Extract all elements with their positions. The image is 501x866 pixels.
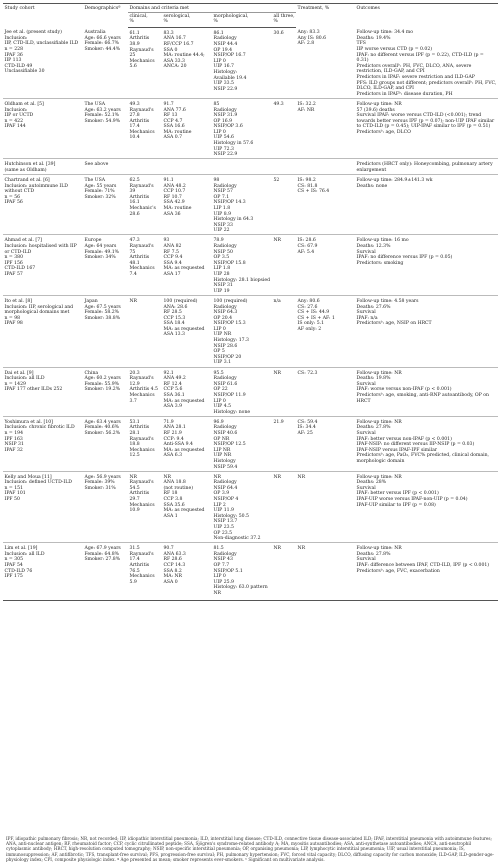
cell-morphological: 85 Radiology NSIP 31.9 OP 16.9 NSIP/OP 3.6 LIP 0 UIP 54.6 Histology in 57.6 UIP 72.3 NSIP 22.9: [212, 98, 272, 158]
cell-serological: 91.7 ANA 77.6 RF 13 CCP 4.7 SSA 16.6 MA: routine ASA 0.7: [162, 98, 212, 158]
table-body: [3, 27, 498, 600]
cell-study-cohort: Kelly and Moua [11] Inclusion: defined UCTD-ILD n = 151 IPAF 101 IPF 50: [3, 471, 83, 543]
cell-serological: [162, 159, 212, 175]
cell-clinical: NR Raynaud's 54.5 Arthritis 29.7 Mechanics 10.9: [128, 471, 162, 543]
cell-morphological: NR Radiology NSIP 64.4 OP 3.9 NSIP/OP 4 LIP 2 UIP 11.9 Histology: 50.5 NSIP 13.7 UIP 23.5 OP 23.5 Non-diagnostic 37.2: [212, 471, 272, 543]
header-domains: Domains and criteria met: [128, 4, 296, 13]
cell-all-three: NR: [272, 367, 296, 416]
header-outcomes: Outcomes: [355, 4, 498, 28]
table-row: [3, 27, 498, 98]
cell-outcomes: Follow-up time: NR Deaths: 27.8% Survival IPAF: difference between IPAF, CTD-ILD, IPF (p < 0.001) Predictorsᵇ: age, FVC, exacerbation: [355, 543, 498, 600]
cell-demographics: The USA Age: 63.2 years Female: 52.1% Smoker: 54.9%: [83, 98, 128, 158]
cell-study-cohort: Dai et al. [9] Inclusion: all ILD n = 1429 IPAF 177 other ILDs 252: [3, 367, 83, 416]
cell-treatment: IS: 98.2 CS: 81.8 CS + IS: 76.4: [296, 175, 355, 235]
header-treatment: Treatment, %: [296, 4, 355, 28]
cell-treatment: Any: 83.3 Any IS: 80.6 AF: 2.8: [297, 30, 327, 47]
cell-outcomes: Follow-up time: NR 57 (39.6) deaths Survival IPAF: worse versus CTD-ILD (<0.001); trend towards better versus IPF (p = 0.07); non-UIP IPAF similar to CTD-ILD (p = 0.45); UIP-IPAF similar to IPF (p = 0.51) Predictorsᵇ: age, DLCO: [355, 98, 498, 158]
header-all-three: all three, %: [272, 13, 296, 28]
cell-outcomes: Predictors (HRCT only): Honeycombing, pulmonary artery enlargement: [355, 159, 498, 175]
cell-serological: 83.3 ANA 16.7 RF/CCP 16.7 SSA 0 MA: routine 44.4; ASA 33.3 ANCA: 20: [163, 30, 205, 70]
cell-outcomes: Follow-up time: NR Deaths: 28% Survival IPAF: better versus IPF (p < 0.001) IPAF-UIP worse versus IPAF-non-UIP (p = 0.04) IPAF-UIP similar to IPF (p = 0.08): [355, 471, 498, 543]
cell-morphological: 98 Radiology NSIP 57 OP 7.1 NSIP/OP 14.3 LIP 1.8 UIP 8.9 Histology in 64.3 NSIP 33 UIP 22: [212, 175, 272, 235]
cell-serological: 100 (required) ANA: 28.6 RF 28.5 CCP 15.3 SSA 18.4 MA: as requested ASA 13.3: [162, 295, 212, 367]
table-row: [3, 543, 498, 600]
cell-all-three: NR: [272, 235, 296, 295]
cell-treatment: CS: 59.4 IS: 34.4 AF: 25: [296, 416, 355, 471]
cell-morphological: 81.5 Radiology NSIP 43 OP 7.7 NSIP/OP 5.1 LIP 0 UIP 25.9 Histology: 63.0 pattern NR: [212, 543, 272, 600]
cell-study-cohort: Oldham et al. [5] Inclusion: IIP or UCTD n = 422 IPAF 144: [3, 98, 83, 158]
cell-demographics: See above: [83, 159, 128, 175]
cell-serological: 93 ANA 82 RF 7.5 CCP 9.4 SSA 9.4 MA: as requested ASA 17: [162, 235, 212, 295]
cell-serological: 92.1 ANA 49.2 RF 12.4 CCP 5.6 SSA 36.1 MA: as requested ASA 3.9: [162, 367, 212, 416]
cell-demographics: Age: 67.9 years Female: 64.8% Smoker: 27.8%: [83, 543, 128, 600]
cell-study-cohort: Ito et al. [8] Inclusion: IIP, serological and morphological domains met n = 98 IPAF 98: [3, 295, 83, 367]
cell-study-cohort: Jee et al. (present study) Inclusion: IIP, CTD-ILD, unclassifiable ILD n = 228 IPAF 36 IIP 113 CTD-ILD 49 Unclassifiable 30: [4, 30, 79, 75]
table-row: [3, 159, 498, 175]
cell-clinical: 61.1 Arthritis 38.9 Raynaud's 25 Mechanics 5.6: [129, 30, 155, 70]
cell-clinical: 62.5 Raynaud's 39 Arthritis 16.1 Mechanic's 28.6: [128, 175, 162, 235]
cell-all-three: NR: [272, 471, 296, 543]
cell-study-cohort: Ahmad et al. [7] Inclusion: hospitalised with IIP or CTD-ILD n = 380 IPF 156 CTD-ILD 167 IPAF 57: [3, 235, 83, 295]
cell-study-cohort: Lim et al. [19] Inclusion: all ILD n = 305 IPAF 54 CTD-ILD 76 IPF 175: [3, 543, 83, 600]
table-row: [3, 175, 498, 235]
cell-serological: 91.1 ANA 48.2 CCP 10.7 RF 10.7 SSA 42.9 MA: routine ASA 36: [162, 175, 212, 235]
cell-treatment: CS: 72.3: [296, 367, 355, 416]
header-clinical: clinical, %: [128, 13, 162, 28]
cell-clinical: 31.5 Raynaud's 17.4 Arthritis 76.5 Mechanics 5.9: [128, 543, 162, 600]
cell-demographics: The USA Age: 55 years Female: 71% Smoker: 32%: [83, 175, 128, 235]
cell-demographics: Age: 56.9 years Female: 39% Smoker: 31%: [83, 471, 128, 543]
table-header: [3, 4, 498, 28]
cell-all-three: 49.3: [272, 98, 296, 158]
cell-treatment: Any: 80.6 CS: 27.6 CS + IS: 44.9 CS + IS + AF: 1 IS only: 5.1 AF only: 2: [296, 295, 355, 367]
cell-clinical: 49.3 Raynaud's 27.8 Arthritis 17.4 Mechanics 10.4: [128, 98, 162, 158]
cell-serological: 90.7 ANA 63.3 RF 28.6 CCP 14.3 SSA 8.2 MA: NR ASA 0: [162, 543, 212, 600]
cell-clinical: 53.1 Arthritis 28.1 Raynaud's 18.8 Mechanics 12.5: [128, 416, 162, 471]
cell-treatment: NR: [296, 543, 355, 600]
cell-treatment: IS: 28.6 CS: 67.9 AF: 5.4: [296, 235, 355, 295]
cell-morphological: 78.9 Radiology NSIP 50 OP 3.5 NSIP/OP 15.8 LIP 1.8 UIP 28 Histology: 28.1 biopsied NSIP 31 UIP 19: [212, 235, 272, 295]
cell-serological: NR ANA 18.8 (not routine) RF 18 CCP 3.8 SSA 35.6 MA: as requested ASA 1: [162, 471, 212, 543]
cell-all-three: 52: [272, 175, 296, 235]
cell-morphological: 100 (required) Radiology NSIP 64.3 OP 20.4 NSIP/OP 15.3 LIP 0 UIP NR Histology: 17.3 NSIP 28.6 OP 5 NSIP/OP 20 UIP 3.1: [212, 295, 272, 367]
header-demographics: Demographicsª: [83, 4, 128, 28]
table-row: [3, 367, 498, 416]
cell-clinical: [128, 159, 162, 175]
cell-outcomes: Follow-up time: 284.9±141.3 wk Deaths: none: [355, 175, 498, 235]
cell-outcomes: Follow-up time: 4.58 years Deaths: 27.6% Survival IPAF: n/a Predictorsᵇ: age, NSIP on HRCT: [355, 295, 498, 367]
cell-treatment: IS: 32.2 AF: NR: [296, 98, 355, 158]
cell-morphological: 86.1 Radiology NSIP 44.4 OP 19.4 NSIP/OP 16.7 LIP 0 UIP 16.7 Histology: Available 19.4 UIP 33.5 NSIP 22.9: [213, 30, 247, 92]
cell-study-cohort: Chartrand et al. [6] Inclusion: autoimmune ILD without CTD n = 56 IPAF 56: [3, 175, 83, 235]
cell-morphological: 96.9 Radiology NSIP 40.6 OP NR NSIP/OP 12.5 LIP NR UIP NR Histology NSIP 59.4: [212, 416, 272, 471]
table-row: [3, 295, 498, 367]
cell-study-cohort: Yoshimura et al. [10] Inclusion: chronic fibrotic ILD n = 194 IPF 163 NSIP 31 IPAF 32: [3, 416, 83, 471]
cell-all-three: n/a: [272, 295, 296, 367]
header-serological: serological, %: [162, 13, 212, 28]
cell-demographics: Europe Age: 64 years Female: 49.1% Smoker: 34%: [83, 235, 128, 295]
table-row: [3, 416, 498, 471]
table-row: [3, 471, 498, 543]
cell-study-cohort: Hutchinson et al. [39] (same as Oldham): [3, 159, 83, 175]
cell-clinical: 20.3 Raynaud's 12.9 Arthritis 4.5 Mechanics 3.7: [128, 367, 162, 416]
cell-demographics: Australia Age: 66.6 years Female: 66.7% Smoker: 44.4%: [84, 30, 121, 53]
header-study-cohort: Study cohort: [3, 4, 83, 28]
cell-all-three: NR: [272, 543, 296, 600]
cell-all-three: 30.6: [273, 30, 284, 36]
cell-all-three: 21.9: [272, 416, 296, 471]
cell-demographics: Japan Age: 67.5 years Female: 58.2% Smoker: 38.8%: [83, 295, 128, 367]
cell-morphological: [212, 159, 272, 175]
cell-clinical: 47.3 Raynaud's 75 Arthritis 48.1 Mechanics 7.4: [128, 235, 162, 295]
cell-treatment: NR: [296, 471, 355, 543]
cell-outcomes: Follow-up time: NR Deaths: 27.8% Survival IPAF: better versus non-IPAF (p < 0.001) IPAF-NSIP: no different versus IIP-NSIP (p = 0.03) IPAF-NSIP versus IPAF-IPF similar Predictorsᵇ: age, PaO₂, FVC% predicted, clinical domain, morphologic domain: [355, 416, 498, 471]
table-row: [3, 235, 498, 295]
cell-demographics: Age: 63.4 years Female: 40.6% Smoker: 56.2%: [83, 416, 128, 471]
cell-clinical: NR: [128, 295, 162, 367]
table-footnote: IPF, idiopathic pulmonary fibrosis; NR, not recorded; IIP, idiopathic interstitial pneumonia; ILD, interstitial lung disease; CTD-ILD, connective tissue disease-associated ILD; IPAF, interstitial pneumonia with autoimmune features; ANA, anti-nuclear antigen; RF, rheumatoid factor; CCP, cyclic citrullinated peptide; SSA, Sjögren's syndrome-related antibody A; MA, myositis autoantibodies; ASA, anti-synthetase autoantibodies; ANCA, anti-neutrophil cytoplasmic antibody; HRCT, high-resolution computed tomography; NSIP, non-specific interstitial pneumonia; OP, organising pneumonia; LIP, lymphocytic interstitial pneumonia; UIP, usual interstitial pneumonia; IS, immunosuppression; AF, antifibrotic; TFS, transplant-free survival; PFS, progression-free survival; PH, pulmonary hypertension; FVC, forced vital capacity; DLCO, diffusing capacity for carbon monoxide; ILD-GAP, ILD-gender-age-physiology index; CPI, composite physiologic index. ª Age presented as mean; smoker represents ever-smokers. ᵇ Significant on multivariate analysis.: [6, 836, 494, 862]
cell-outcomes: Follow-up time: 16 mo Deaths: 12.3% Survival IPAF: no difference versus IPF (p = 0.05) Predictors: smoking: [355, 235, 498, 295]
cell-demographics: China Age: 60.2 years Female: 55.9% Smoker: 19.2%: [83, 367, 128, 416]
table-row: [3, 98, 498, 158]
cell-all-three: [272, 159, 296, 175]
cell-serological: 71.9 ANA 28.1 RF 21.9 CCP: 9.4 Anti-SSA 9.4 MA: as requested ASA 6.3: [162, 416, 212, 471]
cell-outcomes: Follow-up time: 34.4 mo Deaths: 19.4% TFS IIP worse versus CTD (p = 0.02) IPAF: no different versus IPF (p = 0.22), CTD-ILD (p = 0.31) Predictors overallᵇ: PH, FVC, DLCO, ANA, severe restriction, ILD-GAP, and CPI Predictors in IPAF: severe restriction and ILD-GAP PFS: ILD groups not different; predictors overallᵇ: PH, FVC, DLCO, ILD-GAP, and CPI Predictors in IPAFᵇ: disease duration, PH: [356, 30, 497, 97]
study-comparison-table: [3, 3, 498, 601]
cell-morphological: 95.5 Radiology NSIP 61.6 OP 22 NSIP/OP 11.9 LIP 0 UIP 4.5 Histology: none: [212, 367, 272, 416]
cell-outcomes: Follow-up time: NR Deaths: 19.8% Survival IPAF: worse versus non-IPAF (p < 0.001) Predictorsᵇ: age, smoking, anti-RNP autoantibody, OP on HRCT: [355, 367, 498, 416]
cell-treatment: [296, 159, 355, 175]
header-morphological: morphological, %: [212, 13, 272, 28]
